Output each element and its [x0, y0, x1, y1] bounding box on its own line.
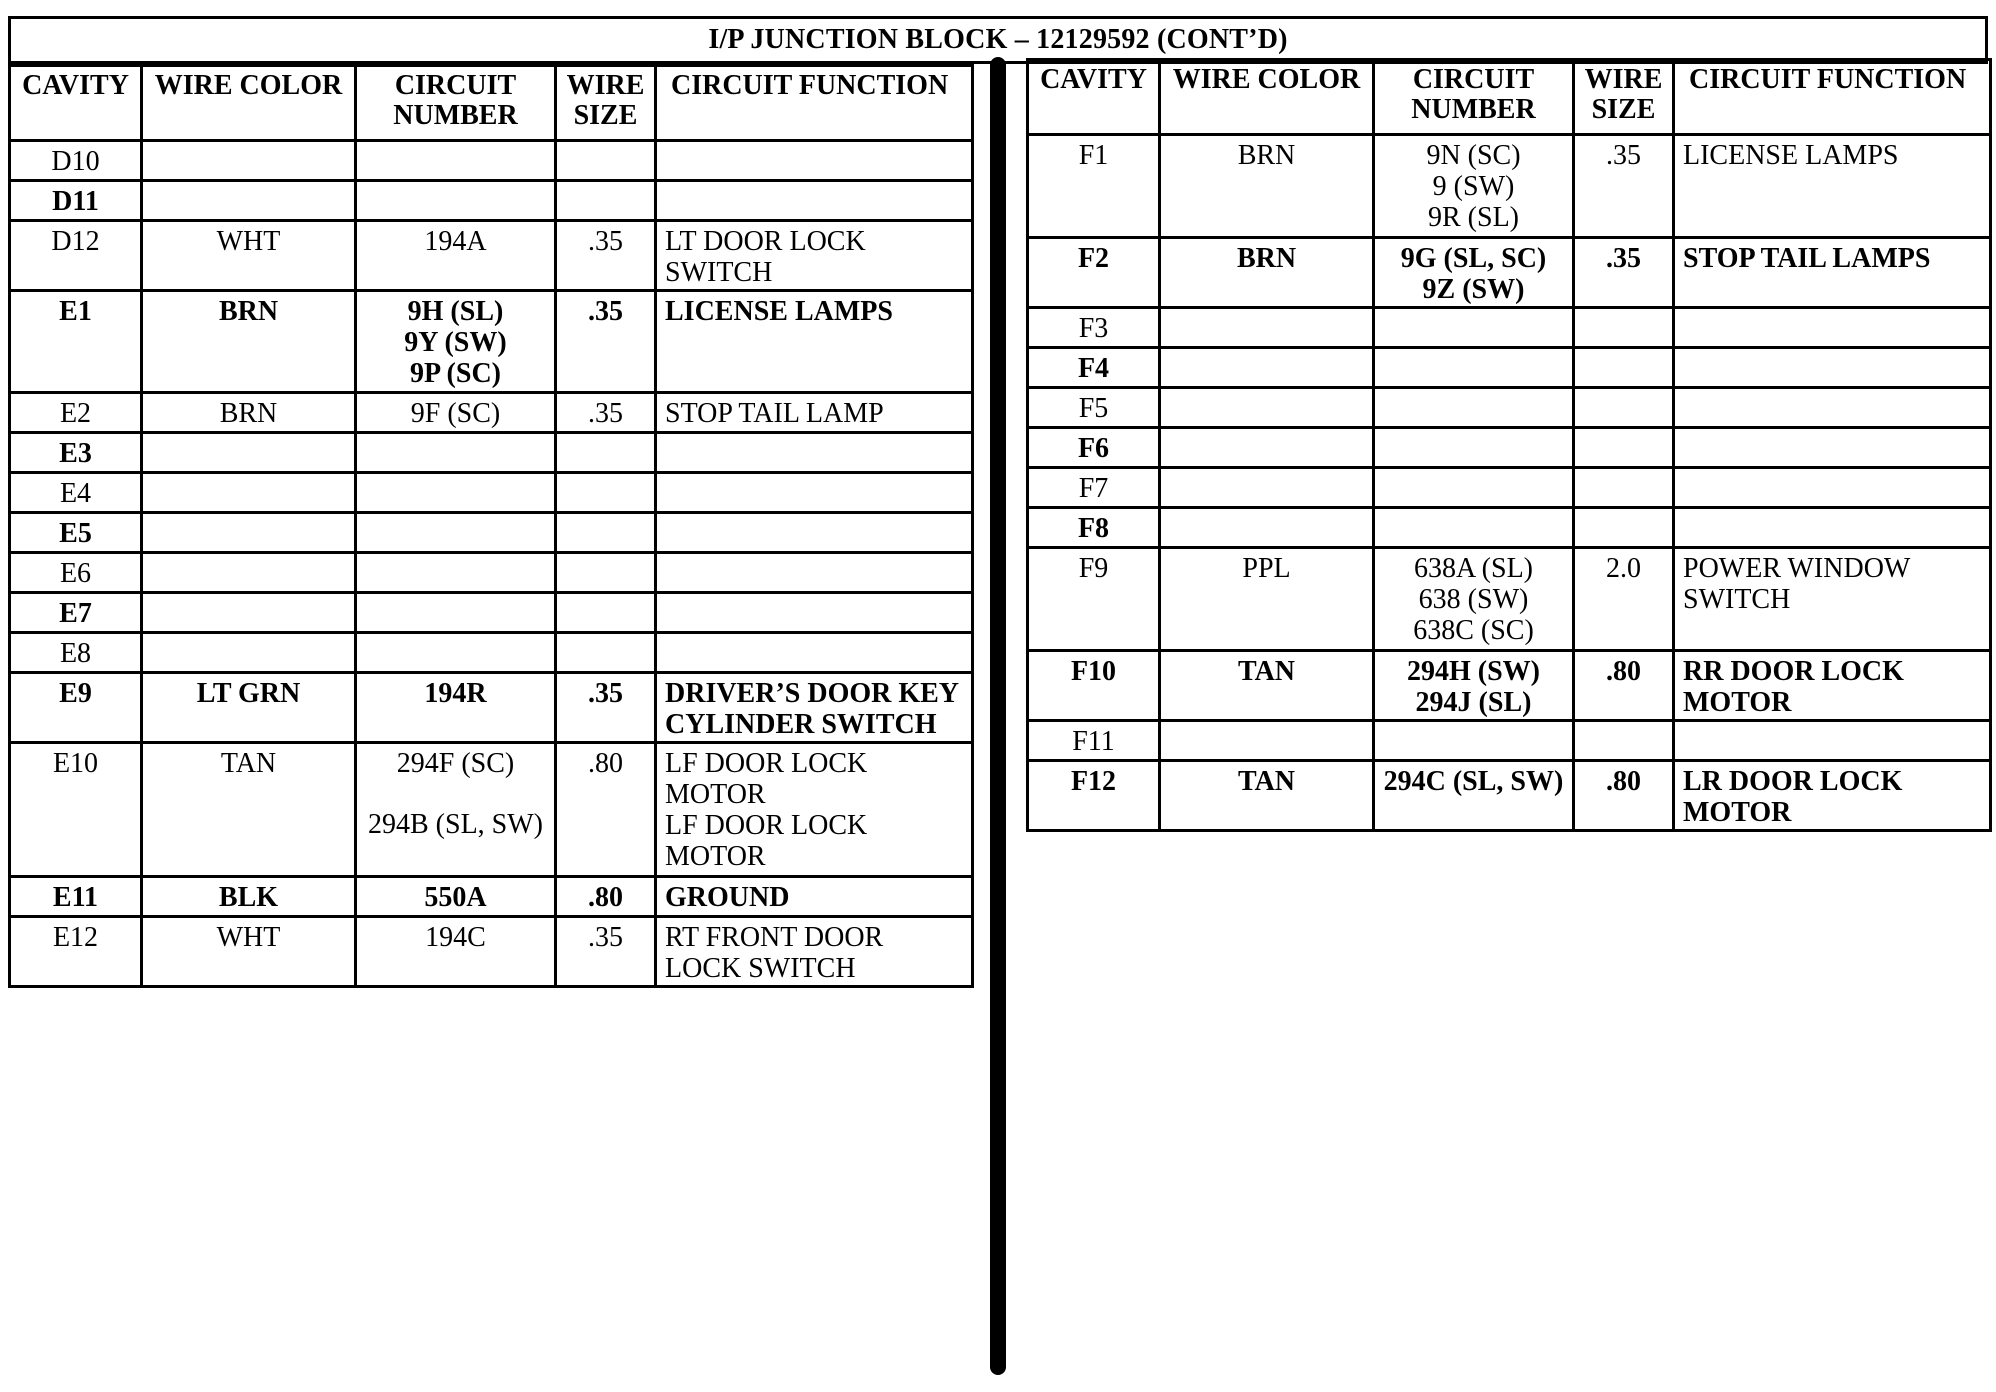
header-wire-color: WIRE COLOR [1160, 60, 1374, 135]
circuit-function-cell [656, 673, 973, 743]
table-row [10, 433, 973, 473]
circuit-number-cell [1374, 548, 1574, 651]
circuit-number-line: 9Y (SW) [404, 327, 507, 358]
header-circuit-number [1374, 60, 1574, 135]
circuit-number-line: 9Z (SW) [1422, 274, 1525, 305]
cavity-cell: E4 [10, 473, 142, 513]
circuit-number-cell [356, 917, 556, 987]
wire-color-cell [1160, 348, 1374, 388]
circuit-number-cell [1374, 721, 1574, 761]
circuit-function-line: RR DOOR LOCK [1683, 656, 1904, 687]
table-row [10, 743, 973, 877]
wire-color-cell [142, 181, 356, 221]
circuit-function-line: MOTOR [665, 841, 766, 872]
circuit-number-cell [356, 593, 556, 633]
circuit-function-cell [656, 433, 973, 473]
circuit-function-cell [1674, 428, 1991, 468]
cavity-cell: E7 [10, 593, 142, 633]
circuit-function-line: STOP TAIL LAMP [665, 398, 884, 429]
table-row [10, 593, 973, 633]
circuit-number-cell [1374, 761, 1574, 831]
circuit-number-cell [356, 877, 556, 917]
circuit-function-cell [656, 141, 973, 181]
wire-color-cell: WHT [142, 221, 356, 291]
wire-size-cell [556, 181, 656, 221]
circuit-number-cell [1374, 135, 1574, 238]
header-circuit-number-line2: NUMBER [1411, 94, 1536, 125]
cavity-cell: F2 [1028, 238, 1160, 308]
table-row [1028, 508, 1991, 548]
header-wire-color: WIRE COLOR [142, 66, 356, 141]
circuit-function-line: CYLINDER SWITCH [665, 709, 937, 740]
circuit-number-cell [356, 181, 556, 221]
circuit-number-line: 9G (SL, SC) [1400, 243, 1547, 274]
circuit-number-line: 294B (SL, SW) [368, 809, 543, 840]
table-row [1028, 135, 1991, 238]
wire-size-cell: .35 [556, 221, 656, 291]
table-row [1028, 388, 1991, 428]
wire-size-cell [556, 141, 656, 181]
circuit-function-cell [1674, 761, 1991, 831]
wire-color-cell: BRN [1160, 135, 1374, 238]
circuit-number-line: 9P (SC) [410, 358, 501, 389]
header-wire-size-line2: SIZE [1591, 94, 1656, 125]
table-row [1028, 308, 1991, 348]
circuit-number-line: 294J (SL) [1415, 687, 1532, 718]
circuit-function-cell [656, 221, 973, 291]
circuit-function-cell [656, 593, 973, 633]
junction-table-right [1026, 58, 1992, 832]
circuit-number-cell [356, 743, 556, 877]
wire-color-cell: LT GRN [142, 673, 356, 743]
circuit-number-line: 294C (SL, SW) [1383, 766, 1564, 797]
circuit-number-line: 294H (SW) [1407, 656, 1540, 687]
wire-color-cell [142, 141, 356, 181]
cavity-cell: F9 [1028, 548, 1160, 651]
wire-size-cell [1574, 428, 1674, 468]
cavity-cell: E3 [10, 433, 142, 473]
cavity-cell: E11 [10, 877, 142, 917]
cavity-cell: E6 [10, 553, 142, 593]
wire-color-cell [1160, 468, 1374, 508]
wire-size-cell [556, 553, 656, 593]
circuit-number-line: 294F (SC) [396, 748, 515, 779]
table-row [1028, 238, 1991, 308]
circuit-number-cell [356, 633, 556, 673]
header-circuit-number-line1: CIRCUIT [1412, 64, 1535, 95]
circuit-function-line: SWITCH [1683, 584, 1791, 615]
wire-color-cell [142, 433, 356, 473]
circuit-number-cell [1374, 308, 1574, 348]
cavity-cell: D12 [10, 221, 142, 291]
wire-size-cell: .35 [1574, 238, 1674, 308]
circuit-number-line: 550A [424, 882, 487, 913]
wire-size-cell [1574, 468, 1674, 508]
cavity-cell: F1 [1028, 135, 1160, 238]
circuit-function-line: SWITCH [665, 257, 773, 288]
header-wire-size [1574, 60, 1674, 135]
table-row [10, 513, 973, 553]
circuit-number-cell [1374, 348, 1574, 388]
table-row [1028, 468, 1991, 508]
cavity-cell: F10 [1028, 651, 1160, 721]
wire-color-cell: BRN [142, 393, 356, 433]
circuit-number-cell [356, 141, 556, 181]
circuit-function-cell [656, 291, 973, 393]
wire-color-cell: BRN [1160, 238, 1374, 308]
wire-color-cell: BLK [142, 877, 356, 917]
wire-color-cell: WHT [142, 917, 356, 987]
circuit-number-cell [356, 473, 556, 513]
header-circuit-function: CIRCUIT FUNCTION [1674, 60, 1991, 135]
wire-size-cell: .35 [556, 393, 656, 433]
table-row [10, 221, 973, 291]
circuit-function-cell [1674, 548, 1991, 651]
cavity-cell: F5 [1028, 388, 1160, 428]
table-row [1028, 428, 1991, 468]
circuit-number-cell [356, 393, 556, 433]
circuit-function-line: MOTOR [1683, 797, 1792, 828]
column-divider [990, 57, 1006, 1375]
table-row [1028, 651, 1991, 721]
circuit-function-line: POWER WINDOW [1683, 553, 1911, 584]
circuit-function-cell [1674, 135, 1991, 238]
junction-table-left [8, 64, 974, 988]
circuit-function-cell [1674, 238, 1991, 308]
wire-color-cell [142, 553, 356, 593]
wire-color-cell: TAN [142, 743, 356, 877]
cavity-cell: E1 [10, 291, 142, 393]
circuit-number-line: 9H (SL) [407, 296, 504, 327]
cavity-cell: E5 [10, 513, 142, 553]
circuit-function-line: DRIVER’S DOOR KEY [665, 678, 960, 709]
cavity-cell: D10 [10, 141, 142, 181]
wire-size-cell [1574, 308, 1674, 348]
circuit-function-line: STOP TAIL LAMPS [1683, 243, 1931, 274]
circuit-number-cell [1374, 508, 1574, 548]
table-row [10, 917, 973, 987]
cavity-cell: F3 [1028, 308, 1160, 348]
table-row [1028, 348, 1991, 388]
circuit-function-cell [1674, 348, 1991, 388]
circuit-number-cell [356, 673, 556, 743]
wire-size-cell: .80 [1574, 651, 1674, 721]
wire-color-cell [1160, 308, 1374, 348]
table-row [10, 633, 973, 673]
cavity-cell: F11 [1028, 721, 1160, 761]
header-cavity: CAVITY [1028, 60, 1160, 135]
wire-color-cell [142, 473, 356, 513]
wire-size-cell: .35 [556, 291, 656, 393]
wire-size-cell [1574, 508, 1674, 548]
wire-color-cell [1160, 721, 1374, 761]
circuit-function-cell [1674, 721, 1991, 761]
header-wire-size-line1: WIRE [566, 70, 645, 101]
circuit-function-line: LOCK SWITCH [665, 953, 856, 984]
circuit-function-cell [1674, 651, 1991, 721]
table-row [10, 553, 973, 593]
circuit-number-cell [1374, 468, 1574, 508]
wire-color-cell [142, 593, 356, 633]
circuit-function-cell [656, 473, 973, 513]
cavity-cell: E2 [10, 393, 142, 433]
table-header-row [10, 66, 973, 141]
wire-size-cell: .35 [556, 673, 656, 743]
circuit-number-line: 9N (SC) [1426, 140, 1521, 171]
circuit-function-cell [656, 393, 973, 433]
table-row [1028, 548, 1991, 651]
wire-size-cell [556, 433, 656, 473]
wire-size-cell [1574, 348, 1674, 388]
circuit-function-cell [656, 181, 973, 221]
cavity-cell: F12 [1028, 761, 1160, 831]
cavity-cell: E12 [10, 917, 142, 987]
table-body-right [1028, 135, 1991, 831]
circuit-function-cell [1674, 508, 1991, 548]
circuit-number-cell [356, 221, 556, 291]
circuit-function-line: LR DOOR LOCK [1683, 766, 1903, 797]
table-row [1028, 721, 1991, 761]
circuit-number-cell [356, 433, 556, 473]
table-row [10, 141, 973, 181]
table-row [10, 393, 973, 433]
header-cavity: CAVITY [10, 66, 142, 141]
cavity-cell: E8 [10, 633, 142, 673]
circuit-function-line: LF DOOR LOCK [665, 748, 868, 779]
wire-size-cell [1574, 388, 1674, 428]
circuit-function-cell [1674, 388, 1991, 428]
table-body-left [10, 141, 973, 987]
header-wire-size-line2: SIZE [573, 100, 638, 131]
header-circuit-function: CIRCUIT FUNCTION [656, 66, 973, 141]
circuit-number-cell [1374, 651, 1574, 721]
circuit-function-line: GROUND [665, 882, 790, 913]
circuit-function-line: LICENSE LAMPS [1683, 140, 1899, 171]
circuit-number-cell [1374, 238, 1574, 308]
cavity-cell: F8 [1028, 508, 1160, 548]
table-row [10, 877, 973, 917]
header-circuit-number-line2: NUMBER [393, 100, 518, 131]
circuit-function-line: LT DOOR LOCK [665, 226, 866, 257]
wire-color-cell: BRN [142, 291, 356, 393]
wire-size-cell: .80 [1574, 761, 1674, 831]
wire-color-cell: TAN [1160, 651, 1374, 721]
wire-color-cell [142, 633, 356, 673]
wire-size-cell [556, 593, 656, 633]
circuit-number-cell [356, 553, 556, 593]
table-row [10, 673, 973, 743]
wire-color-cell: PPL [1160, 548, 1374, 651]
cavity-cell: E10 [10, 743, 142, 877]
cavity-cell: D11 [10, 181, 142, 221]
wire-size-cell [556, 633, 656, 673]
wire-color-cell [1160, 508, 1374, 548]
wire-size-cell [556, 473, 656, 513]
circuit-function-line: LICENSE LAMPS [665, 296, 893, 327]
circuit-function-cell [1674, 468, 1991, 508]
cavity-cell: E9 [10, 673, 142, 743]
circuit-function-cell [656, 743, 973, 877]
wire-size-cell [556, 513, 656, 553]
circuit-function-cell [656, 513, 973, 553]
wire-size-cell: .80 [556, 743, 656, 877]
circuit-function-line: LF DOOR LOCK [665, 810, 868, 841]
title-text: I/P JUNCTION BLOCK – 12129592 (CONT’D) [708, 24, 1288, 55]
wire-color-cell: TAN [1160, 761, 1374, 831]
circuit-function-line: RT FRONT DOOR [665, 922, 884, 953]
circuit-number-line: 194R [424, 678, 487, 709]
circuit-function-line: MOTOR [665, 779, 766, 810]
circuit-number-cell [356, 513, 556, 553]
circuit-function-cell [1674, 308, 1991, 348]
circuit-number-cell [1374, 388, 1574, 428]
wire-size-cell: .35 [1574, 135, 1674, 238]
circuit-number-line: 638C (SC) [1413, 615, 1534, 646]
table-row [10, 473, 973, 513]
circuit-number-line: 638 (SW) [1418, 584, 1529, 615]
header-circuit-number [356, 66, 556, 141]
circuit-number-cell [1374, 428, 1574, 468]
table-row [10, 181, 973, 221]
circuit-number-line: 9F (SC) [410, 398, 501, 429]
wire-color-cell [142, 513, 356, 553]
circuit-number-line: 9R (SL) [1428, 202, 1519, 233]
circuit-function-line: MOTOR [1683, 687, 1792, 718]
wire-size-cell: .80 [556, 877, 656, 917]
cavity-cell: F6 [1028, 428, 1160, 468]
circuit-number-line: 638A (SL) [1414, 553, 1533, 584]
cavity-cell: F7 [1028, 468, 1160, 508]
circuit-number-line: 9 (SW) [1432, 171, 1515, 202]
circuit-function-cell [656, 553, 973, 593]
wire-size-cell: 2.0 [1574, 548, 1674, 651]
table-row [1028, 761, 1991, 831]
header-wire-size-line1: WIRE [1584, 64, 1663, 95]
table-row [10, 291, 973, 393]
wire-color-cell [1160, 388, 1374, 428]
circuit-number-line: 194A [424, 226, 487, 257]
wire-color-cell [1160, 428, 1374, 468]
circuit-function-cell [656, 633, 973, 673]
header-circuit-number-line1: CIRCUIT [394, 70, 517, 101]
circuit-number-line: 194C [425, 922, 486, 953]
wire-size-cell [1574, 721, 1674, 761]
wire-size-cell: .35 [556, 917, 656, 987]
header-wire-size [556, 66, 656, 141]
circuit-function-cell [656, 877, 973, 917]
circuit-function-cell [656, 917, 973, 987]
table-header-row [1028, 60, 1991, 135]
cavity-cell: F4 [1028, 348, 1160, 388]
circuit-number-cell [356, 291, 556, 393]
